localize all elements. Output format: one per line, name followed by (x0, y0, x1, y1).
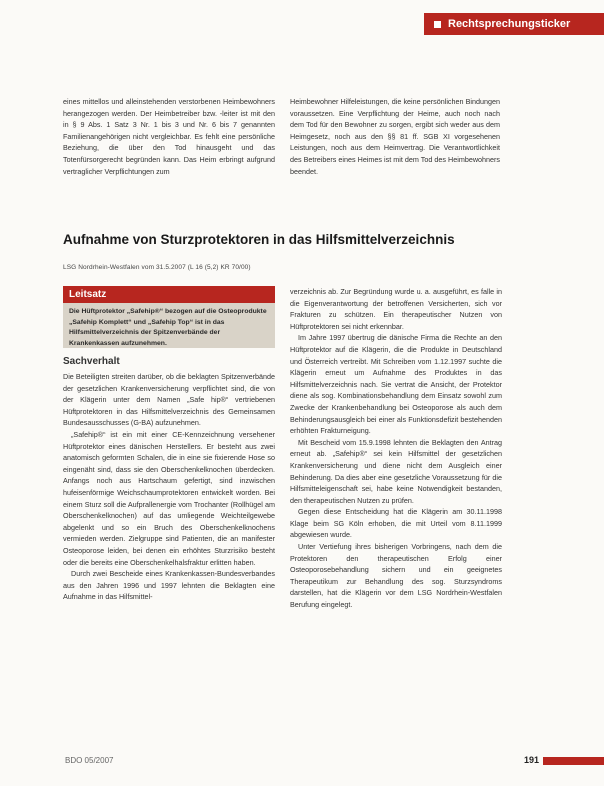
leitsatz-heading: Leitsatz (63, 286, 275, 303)
article-left-column (63, 371, 275, 603)
paragraph: „Safehip®“ ist ein mit einer CE-Kennzeichnung versehener Hüftprotektor eines dänischen Herstellers. Er besteht aus zwei anatomisch geformten Schalen, die in eine sie fixierende Hose so eingenäht sind, dass sie den Oberschenkelknochen überdecken. Anfangs noch aus Hartschaum gefertigt, sind inzwischen hufeisenförmige Weichschaumprotektoren entwickelt worden. Bei einem Sturz soll die Aufprallenergie vom Trochanter (Rollhügel am Oberschenkelknochen) auf das umliegende Weichteilgewebe abgelenkt und so ein Bruch des Oberschenkelknochens vermieden werden. Zielgruppe sind Patienten, die an manifester Osteoporose leiden, bei denen ein erhöhtes Sturzrisiko besteht oder die bereits eine Oberschenkelhalsfraktur erlitten haben. (63, 429, 275, 567)
paragraph: Im Jahre 1997 übertrug die dänische Firma die Rechte an den Hüftprotektor auf die Klägerin, die die Produkte in Deutschland und Österreich vertreibt. Mit Schreiben vom 1.12.1997 suchte die Klägerin erneut um Aufnahme des Produktes in das Hilfsmittelverzeichnis nach. Sie vertrat die Ansicht, der Protektor diene als sog. Kombinationsbehandlung dem Einsatz sowohl zum Zwecke der Krankenbehandlung bei Osteoporose als auch dem Behinderungsausgleich bei einer als Funktionsdefizit bestehenden erhöhten Frakturneigung. (290, 333, 502, 436)
sachverhalt-heading: Sachverhalt (63, 356, 120, 367)
paragraph: verzeichnis ab. Zur Begründung wurde u. a. ausgeführt, es falle in die Eigenverantwortung der betroffenen Versicherten, sich vor Frakturen zu schützen. Ein therapeutischer Nutzen von Hüftprotektoren sei nicht erkennbar. (290, 287, 502, 331)
paragraph: Gegen diese Entscheidung hat die Klägerin am 30.11.1998 Klage beim SG Köln erhoben, die mit Urteil vom 8.11.1999 abgewiesen wurde. (290, 507, 502, 540)
top-text-right-column (290, 96, 500, 177)
page-number: 191 (524, 755, 540, 765)
top-text-left-column (63, 96, 275, 177)
footer-accent-bar (543, 757, 604, 765)
article-title: Aufnahme von Sturzprotektoren in das Hilfsmittelverzeichnis (63, 232, 455, 247)
paragraph: Durch zwei Bescheide eines Krankenkassen-Bundesverbandes aus den Jahren 1996 und 1997 lehnten die Beklagten eine Aufnahme in das Hilfsmittel- (63, 569, 275, 602)
leitsatz-text: Die Hüftprotektor „Safehip®“ bezogen auf die Osteoprodukte „Safehip Komplett“ und „Safehip Top“ ist in das Hilfsmittelverzeichnis der Spitzenverbände der Krankenkassen aufzunehmen. (69, 308, 267, 347)
top-text-left: eines mittellos und alleinstehenden verstorbenen Heimbewohners herangezogen werden. Der Heimbetreiber bzw. -leiter ist mit den in § 9 Abs. 1 Satz 3 Nr. 1 bis 3 und Nr. 6 bis 7 genannten Familienangehörigen nicht vergleichbar. Es fehlt eine persönliche Beziehung, die über den Tod hinausgeht und das Totenfürsorgerecht begründen kann. Das Heim erbringt aufgrund vertraglicher Verpflichtungen zum (63, 97, 275, 176)
journal-issue: BDO 05/2007 (65, 756, 114, 765)
square-bullet-icon (434, 21, 441, 28)
leitsatz-box (63, 286, 275, 348)
paragraph: Unter Vertiefung ihres bisherigen Vorbringens, nach dem die Protektoren den therapeutischen Erfolg einer Osteoporosebehandlung sichern und ein geeignetes Therapeutikum zur Behandlung des sog. Sturzsyndroms darstellen, hat die Klägerin vor dem LSG Nordrhein-Westfalen Berufung eingelegt. (290, 542, 502, 610)
article-right-column (290, 286, 502, 611)
paragraph: Mit Bescheid vom 15.9.1998 lehnten die Beklagten den Antrag erneut ab. „Safehip®“ sei kein Hilfsmittel der gesetzlichen Krankenversicherung und diene nicht dem Ausgleich einer Behinderung. Da dies aber eine gesetzliche Voraussetzung für die Hilfsmitteleigenschaft sei, habe keine Notwendigkeit bestanden, den therapeutischen Nutzen zu prüfen. (290, 437, 502, 505)
court-citation: LSG Nordrhein-Westfalen vom 31.5.2007 (L 16 (5,2) KR 70/00) (63, 264, 251, 271)
section-tab (424, 13, 604, 35)
top-text-right: Heimbewohner Hilfeleistungen, die keine persönlichen Bindungen voraussetzen. Eine Verpflichtung der Heime, auch noch nach dem Tod für den Bewohner zu sorgen, ergibt sich weder aus dem Heimgesetz, noch aus den §§ 81 ff. SGB XI vorgesehenen Leistungen, noch aus dem Heimvertrag. Die Verantwortlichkeit des Betreibers eines Heimes ist mit dem Tod des Heimbewohners beendet. (290, 97, 500, 176)
section-tab-label: Rechtsprechungsticker (448, 18, 571, 30)
paragraph: Die Beteiligten streiten darüber, ob die beklagten Spitzenverbände der gesetzlichen Krankenversicherung verpflichtet sind, die von der Klägerin unter dem Namen „Safe hip®“ vertriebenen Hüftprotektoren in das Hilfsmittelverzeichnis des Gemeinsamen Bundesausschusses (G-BA) aufzunehmen. (63, 372, 275, 428)
